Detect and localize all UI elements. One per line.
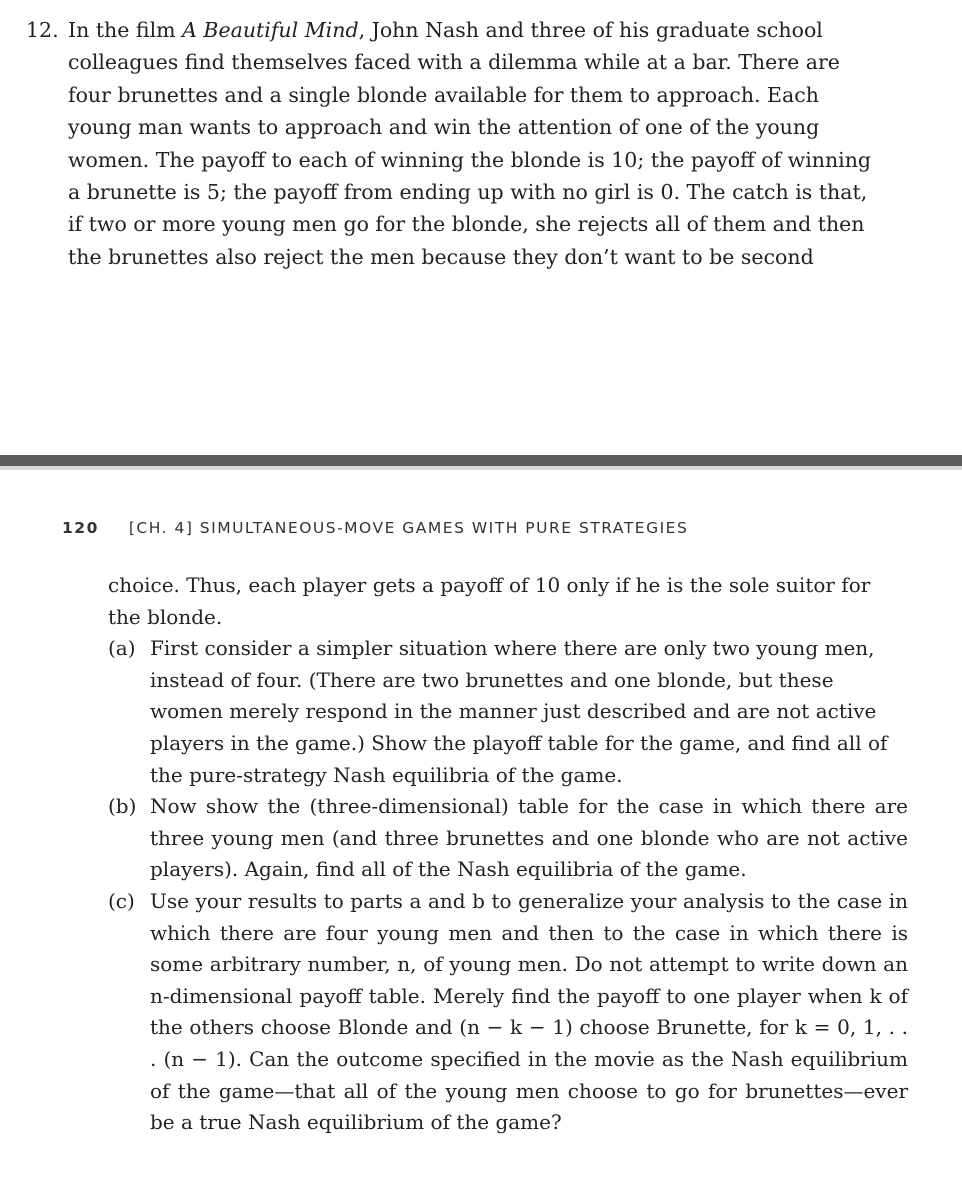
problem-text — [68, 14, 886, 273]
page-number: 120 — [62, 519, 99, 537]
running-head — [62, 519, 688, 537]
part-text: Use your results to parts a and b to generalize your analysis to the case in which there are four young men and then to the case in which there is some arbitrary number, n, of young men. Do not attempt to write down an n-dimensional payoff table. Merely find the payoff to one player when k of the others choose Blonde and (n − k − 1) choose Brunette, for k = 0, 1, . . . (n − 1). Can the outcome specified in the movie as the Nash equilibrium of the game—that all of the young men choose to go for brunettes—ever be a true Nash equilibrium of the game? — [150, 888, 908, 1135]
problem-text-post: , John Nash and three of his graduate school colleagues find themselves faced with a dilemma while at a bar. There are four brunettes and a single blonde available for them to approach. Each young man wants to approach and win the attention of one of the young women. The payoff to each of winning the blonde is 10; the payoff of winning a brunette is 5; the payoff from ending up with no girl is 0. The catch is that, if two or more young men go for the blonde, she rejects all of them and then the brunettes also reject the men because they don’t want to be second — [68, 18, 872, 269]
continuation-block — [108, 570, 908, 1139]
part-b — [108, 791, 908, 886]
upper-page — [0, 0, 962, 455]
part-label: (b) — [108, 794, 137, 819]
part-text: Now show the (three-dimensional) table for the case in which there are three young men (and three brunettes and one blonde who are not active players). Again, find all of the Nash equilibria of the game. — [150, 794, 908, 882]
problem-text-pre: In the film — [68, 18, 183, 42]
continuation-text: choice. Thus, each player gets a payoff of 10 only if he is the sole suitor for the blonde. — [108, 573, 871, 629]
problem-number: 12. — [26, 18, 59, 42]
film-title: A Beautiful Mind — [182, 18, 359, 42]
page-divider — [0, 455, 962, 466]
part-text: First consider a simpler situation where there are only two young men, instead of four. (There are two brunettes and one blonde, but these women merely respond in the manner just described and are not active players in the game.) Show the playoff table for the game, and find all of the pure-strategy Nash equilibria of the game. — [150, 636, 888, 787]
problem-12 — [26, 14, 886, 273]
chapter-title: [CH. 4] SIMULTANEOUS-MOVE GAMES WITH PURE STRATEGIES — [128, 519, 689, 537]
part-label: (c) — [108, 888, 135, 913]
part-c — [108, 886, 908, 1139]
part-label: (a) — [108, 636, 136, 661]
part-a — [108, 633, 908, 791]
